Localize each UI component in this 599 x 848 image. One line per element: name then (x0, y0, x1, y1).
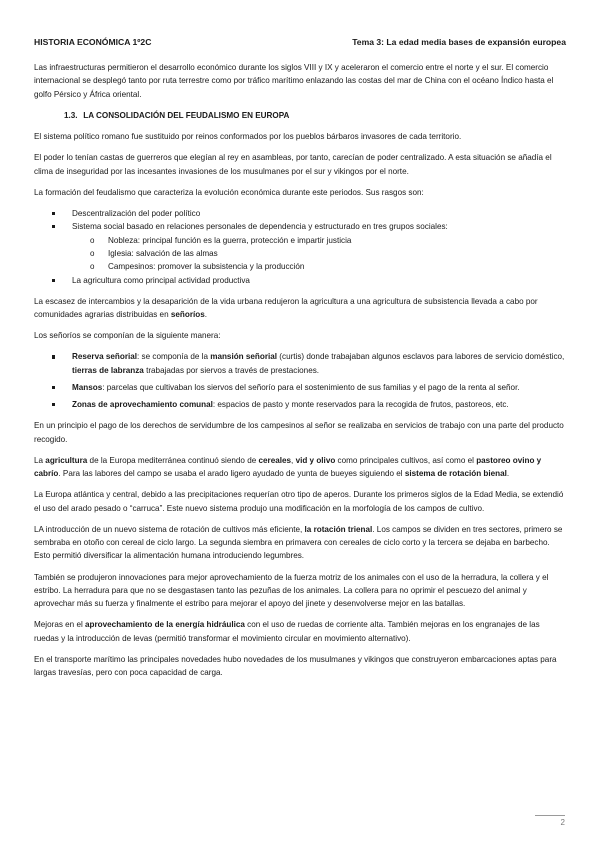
bold-text: señoríos (170, 310, 205, 320)
text-run: . Para las labores del campo se usaba el arado ligero ayudado de yunta de bueyes siguiendo el (58, 469, 405, 478)
bold-text: aprovechamiento de la energía hidráulica (85, 620, 245, 630)
bold-text: Mansos (72, 382, 103, 392)
paragraph: Los señoríos se componían de la siguiente manera: (34, 331, 221, 341)
list-item-text: La agricultura como principal actividad productiva (72, 275, 250, 285)
sub-list-item (72, 234, 566, 247)
sub-list-item-text: Nobleza: principal función es la guerra, protección e impartir justicia (108, 235, 352, 245)
footer-divider (535, 815, 565, 816)
page-number: 2 (560, 818, 565, 827)
bold-text: la rotación trienal (304, 524, 373, 534)
bold-text: pastoreo ovino y cabrío (34, 455, 542, 478)
feudalism-traits-list (34, 207, 566, 287)
text-run: trabajadas por siervos a través de prestaciones. (143, 365, 320, 375)
header-subject: HISTORIA ECONÓMICA 1º2C (34, 37, 152, 47)
paragraph (34, 523, 566, 563)
bold-text: tierras de labranza (72, 365, 144, 375)
section-heading (64, 109, 566, 122)
paragraph (34, 295, 566, 322)
list-item (34, 207, 566, 220)
paragraph (34, 454, 566, 481)
list-item (34, 398, 566, 411)
bold-text: cereales (258, 455, 292, 465)
bold-text: sistema de rotación bienal (404, 469, 507, 478)
text-run: de la Europa mediterránea continuó siendo de (87, 455, 259, 465)
text-run: LA introducción de un nuevo sistema de rotación de cultivos más eficiente, (34, 524, 305, 534)
paragraph: La Europa atlántica y central, debido a las precipitaciones requerían otro tipo de aperos. Durante los primeros siglos de la Edad Media, se extendió el uso del arado pesado o “carruca”. Este nuevo sistema produjo una modificación en la morfología de los campos de cultivo. (34, 490, 564, 513)
text-run: La escasez de intercambios y la desaparición de la vida urbana redujeron la agricultura a una agricultura de subsistencia llevada a cabo por comunidades agrarias distribuidas en (34, 296, 538, 320)
manor-parts-list (34, 350, 566, 411)
paragraph: El poder lo tenían castas de guerreros que elegían al rey en asambleas, por tanto, carecían de poder centralizado. A esta situación se añadía el clima de inseguridad por las incesantes invasiones de los musulmanes por el sur y vikingos por el norte. (34, 153, 552, 176)
section-title: LA CONSOLIDACIÓN DEL FEUDALISMO EN EUROPA (83, 110, 290, 120)
text-run: : espacios de pasto y monte reservados para la recogida de frutos, pastoreos, etc. (212, 400, 509, 409)
social-groups-list (72, 234, 566, 274)
paragraph: En el transporte marítimo las principales novedades hubo novedades de los musulmanes y vikingos que construyeron embarcaciones aptas para largas travesías, pero con poca capacidad de carga. (34, 654, 557, 678)
header-topic: Tema 3: La edad media bases de expansión europea (352, 37, 566, 47)
sub-list-item (72, 247, 566, 260)
sub-list-item-text: Campesinos: promover la subsistencia y la producción (108, 262, 305, 272)
document-body (34, 61, 566, 687)
text-run: con el uso de ruedas de corriente alta. También mejoras en los engranajes de las ruedas y la introducción de levas (permitió transformar el movimiento circular en movimiento alternativo). (34, 620, 540, 643)
list-item (34, 381, 566, 394)
sub-list-item (72, 260, 566, 273)
paragraph: La formación del feudalismo que caracteriza la evolución económica durante este periodos. Sus rasgos son: (34, 187, 424, 197)
text-run: como principales cultivos, así como el (335, 455, 477, 465)
bold-text: agricultura (45, 455, 88, 465)
list-item-text: Sistema social basado en relaciones personales de dependencia y estructurado en tres grupos sociales: (72, 222, 448, 232)
paragraph: El sistema político romano fue sustituido por reinos conformados por los pueblos bárbaros invasores de cada territorio. (34, 132, 462, 141)
paragraph (34, 618, 566, 645)
section-number: 1.3. (64, 110, 78, 120)
bold-text: Reserva señorial (72, 352, 138, 362)
text-run: , (291, 455, 296, 465)
text-run: . Los campos se dividen en tres sectores, primero se sembraba en otoño con cereal de ciclo largo. La segunda siembra en primavera con cereales de ciclo corto y la tercera se dejaba en barbecho. Esto permitió diversificar la alimentación humana introduciendo legumbres. (34, 524, 563, 561)
text-run: La (34, 455, 46, 465)
paragraph-intro: Las infraestructuras permitieron el desarrollo económico durante los siglos VIII y IX y aceleraron el comercio entre el norte y el sur. El comercio internacional se desplegó tanto por ruta terrestre como por tráfico marítimo enlazando las costas del mar de China con el océano Índico hasta el golfo Pérsico y África oriental. (34, 63, 554, 99)
text-run: . (204, 310, 207, 320)
text-run: : parcelas que cultivaban los siervos del señorío para el sostenimiento de sus familias y el pago de la renta al señor. (102, 382, 520, 392)
paragraph: En un principio el pago de los derechos de servidumbre de los campesinos al señor se realizaba en servicios de trabajo con una parte del producto recogido. (34, 421, 564, 444)
sub-list-item-text: Iglesia: salvación de las almas (108, 248, 218, 258)
text-run: : se componía de la (137, 352, 211, 362)
bold-text: Zonas de aprovechamiento comunal (72, 400, 213, 409)
list-item (34, 274, 566, 287)
paragraph: También se produjeron innovaciones para mejor aprovechamiento de la fuerza motriz de los animales con el uso de la herradura, la collera y el estribo. La herradura para que no se desgastasen tanto las pezuñas de los animales. La collera para no oprimir el pescuezo del animal y aprovechar más su fuerza y finalmente el estribo para mejorar el apoyo del jinete y desenvolverse mejor en las batallas. (34, 572, 549, 609)
bold-text: vid y olivo (295, 455, 336, 465)
text-run: . (506, 469, 510, 478)
text-run: (curtis) donde trabajaban algunos esclavos para labores de servicio doméstico, (277, 352, 565, 362)
text-run: Mejoras en el (34, 620, 86, 630)
list-item (34, 350, 566, 377)
list-item (34, 220, 566, 274)
bold-text: mansión señorial (210, 352, 278, 362)
list-item-text: Descentralización del poder político (72, 208, 201, 218)
